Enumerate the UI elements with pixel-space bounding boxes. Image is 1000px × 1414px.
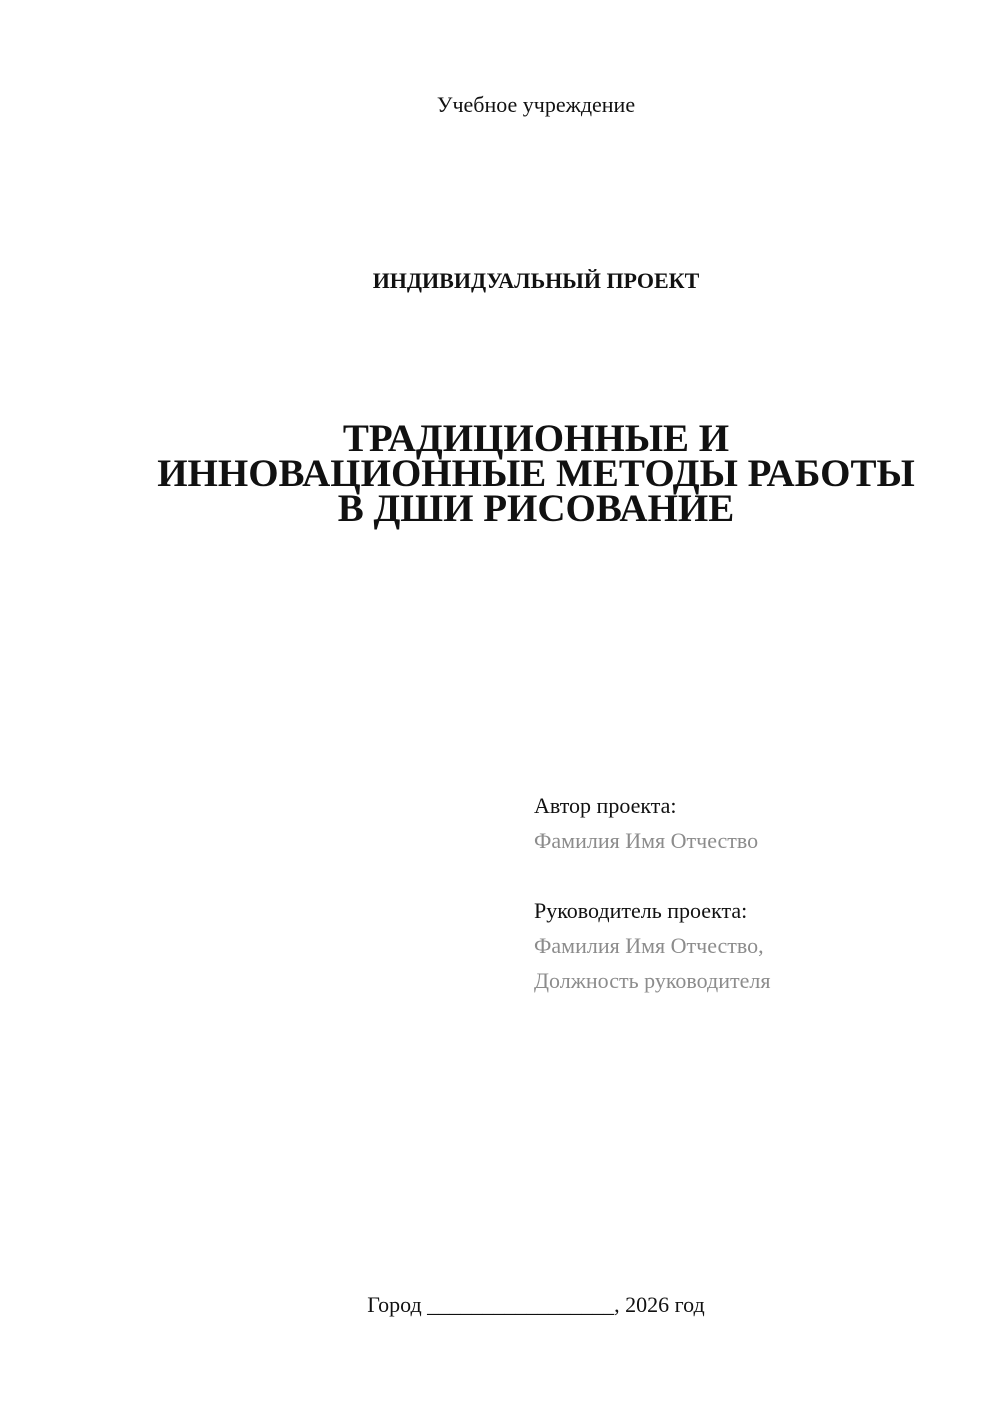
credits-spacer [534, 858, 974, 893]
author-name-placeholder: Фамилия Имя Отчество [534, 828, 759, 853]
project-title-line: В ДШИ РИСОВАНИЕ [337, 487, 735, 530]
supervisor-label: Руководитель проекта: [534, 898, 748, 923]
city-year-line: Город _________________, 2026 год [367, 1292, 705, 1317]
supervisor-name-placeholder: Фамилия Имя Отчество, [534, 933, 764, 958]
document-type: ИНДИВИДУАЛЬНЫЙ ПРОЕКТ [372, 268, 700, 293]
project-title-line: ИННОВАЦИОННЫЕ МЕТОДЫ РАБОТЫ [157, 452, 915, 495]
credits-block [534, 788, 974, 998]
supervisor-position-placeholder: Должность руководителя [534, 968, 771, 993]
project-title-line: ТРАДИЦИОННЫЕ И [342, 417, 730, 460]
project-title [0, 417, 1000, 530]
author-label: Автор проекта: [534, 793, 677, 818]
institution-name: Учебное учреждение [436, 92, 636, 117]
